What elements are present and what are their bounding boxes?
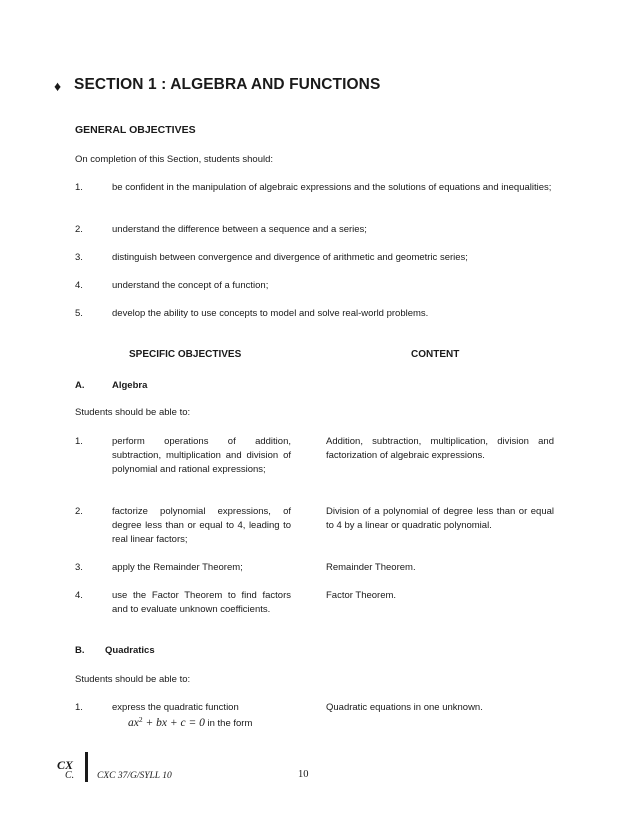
go-item-3-text: distinguish between convergence and divergence of arithmetic and geometric series; bbox=[112, 252, 468, 263]
go-item-4-text: understand the concept of a function; bbox=[112, 280, 269, 291]
quadratic-formula-a: ax bbox=[128, 717, 139, 730]
quadratic-formula-b: + bx + c = 0 bbox=[142, 717, 205, 730]
b-item-1-objective: express the quadratic function bbox=[112, 702, 239, 713]
a-item-3-objective: apply the Remainder Theorem; bbox=[112, 562, 243, 573]
section-title: SECTION 1 : ALGEBRA AND FUNCTIONS bbox=[74, 76, 381, 93]
footer-syllabus-code: CXC 37/G/SYLL 10 bbox=[97, 771, 172, 781]
go-item-2-text: understand the difference between a sequence and a series; bbox=[112, 224, 367, 235]
a-item-2-num: 2. bbox=[75, 506, 83, 517]
a-item-1-content: Addition, subtraction, multiplication, division and factorization of algebraic expressions. bbox=[326, 436, 554, 461]
quadratic-formula-exponent: 2 bbox=[138, 715, 143, 724]
cxc-logo-text: CX bbox=[57, 758, 74, 772]
part-a-intro: Students should be able to: bbox=[75, 407, 191, 418]
a-item-3-content: Remainder Theorem. bbox=[326, 562, 416, 573]
part-b-letter: B. bbox=[75, 645, 85, 656]
a-item-4-num: 4. bbox=[75, 590, 83, 601]
go-item-1-num: 1. bbox=[75, 182, 83, 193]
go-item-3-num: 3. bbox=[75, 252, 83, 263]
section-bullet-icon: ♦ bbox=[54, 78, 62, 94]
page-number: 10 bbox=[298, 769, 309, 780]
footer-divider bbox=[85, 752, 88, 782]
b-item-1-formula bbox=[128, 713, 252, 731]
go-item-5-text: develop the ability to use concepts to model and solve real-world problems. bbox=[112, 308, 429, 319]
cxc-logo bbox=[56, 756, 80, 780]
general-objectives-heading: GENERAL OBJECTIVES bbox=[75, 124, 196, 136]
a-item-4-objective: use the Factor Theorem to find factors and to evaluate unknown coefficients. bbox=[112, 590, 291, 615]
a-item-3-num: 3. bbox=[75, 562, 83, 573]
go-item-2-num: 2. bbox=[75, 224, 83, 235]
content-header: CONTENT bbox=[411, 349, 460, 360]
a-item-2-content: Division of a polynomial of degree less than or equal to 4 by a linear or quadratic polynomial. bbox=[326, 506, 554, 531]
b-item-1-objective-tail: in the form bbox=[204, 718, 253, 730]
part-b-title: Quadratics bbox=[105, 645, 155, 656]
part-a-title: Algebra bbox=[112, 380, 148, 391]
a-item-1-num: 1. bbox=[75, 436, 83, 447]
go-item-1-text: be confident in the manipulation of algebraic expressions and the solutions of equations and inequalities; bbox=[112, 182, 552, 193]
part-a-letter: A. bbox=[75, 380, 85, 391]
specific-objectives-header: SPECIFIC OBJECTIVES bbox=[129, 349, 242, 360]
a-item-1-objective: perform operations of addition, subtraction, multiplication and division of polynomial and rational expressions; bbox=[112, 436, 291, 475]
b-item-1-num: 1. bbox=[75, 702, 83, 713]
a-item-2-objective: factorize polynomial expressions, of degree less than or equal to 4, leading to real linear factors; bbox=[112, 506, 291, 545]
general-objectives-intro: On completion of this Section, students should: bbox=[75, 154, 274, 165]
b-item-1-content: Quadratic equations in one unknown. bbox=[326, 702, 483, 713]
part-b-intro: Students should be able to: bbox=[75, 674, 191, 685]
a-item-4-content: Factor Theorem. bbox=[326, 590, 397, 601]
go-item-4-num: 4. bbox=[75, 280, 83, 291]
go-item-5-num: 5. bbox=[75, 308, 83, 319]
svg-text:C.: C. bbox=[65, 770, 75, 780]
